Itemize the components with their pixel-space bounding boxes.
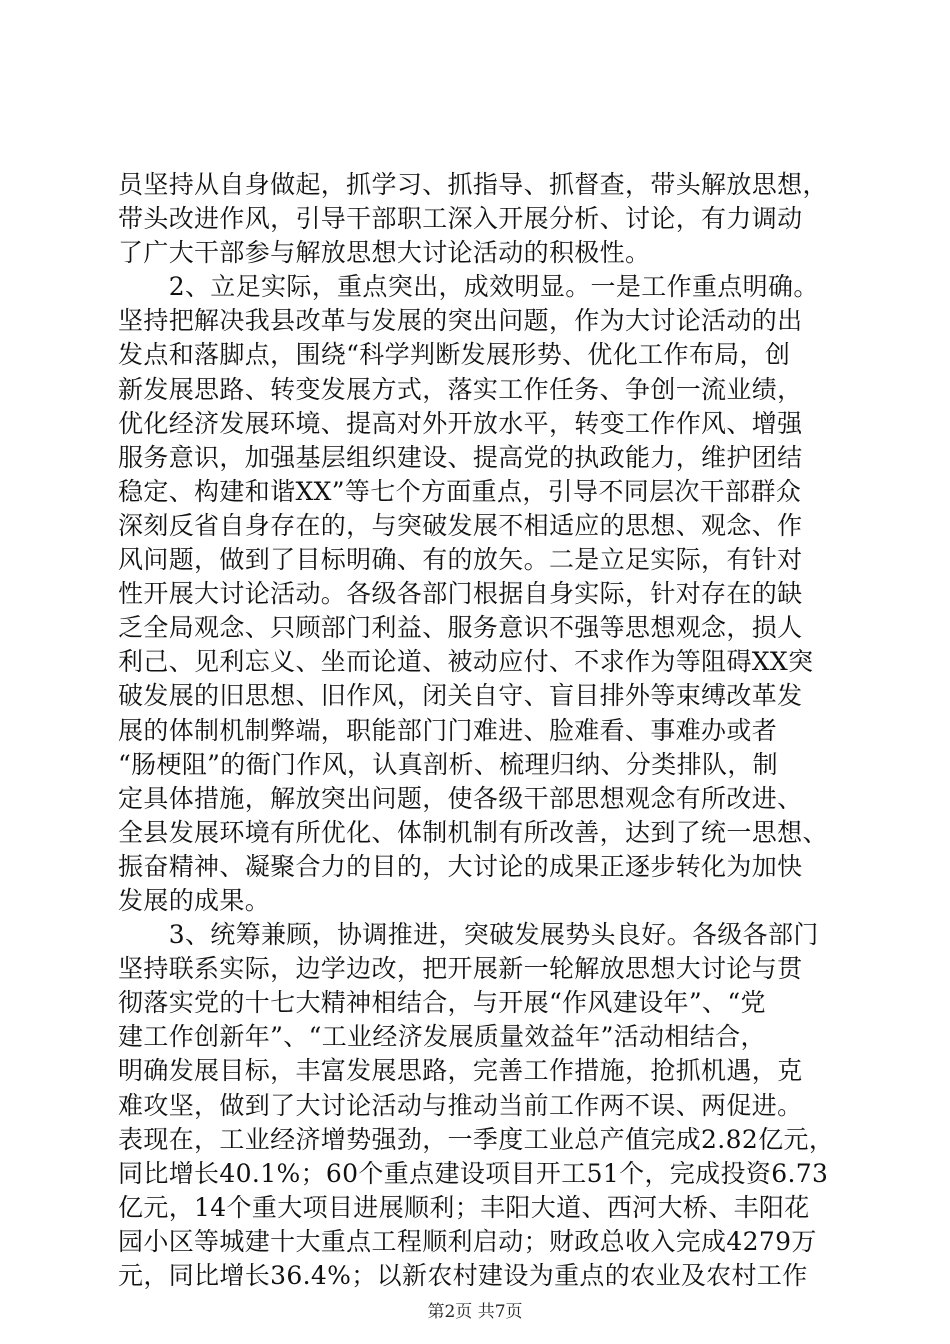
text-line: 深刻反省自身存在的，与突破发展不相适应的思想、观念、作 <box>118 510 803 540</box>
text-line: 建工作创新年”、“工业经济发展质量效益年”活动相结合， <box>118 1022 766 1052</box>
text-line: 坚持把解决我县改革与发展的突出问题，作为大讨论活动的出 <box>118 306 803 336</box>
text-line: “肠梗阻”的衙门作风，认真剖析、梳理归纳、分类排队，制 <box>118 749 779 779</box>
page-footer: 第2页 共7页 <box>427 1302 523 1322</box>
text-line: 发点和落脚点，围绕“科学判断发展形势、优化工作布局，创 <box>118 340 791 370</box>
text-line: 了广大干部参与解放思想大讨论活动的积极性。 <box>118 238 651 268</box>
text-line: 带头改进作风，引导干部职工深入开展分析、讨论，有力调动 <box>118 204 803 234</box>
text-line: 亿元，14个重大项目进展顺利；丰阳大道、西河大桥、丰阳花 <box>118 1192 810 1222</box>
body-text <box>118 168 838 1293</box>
text-line: 员坚持从自身做起，抓学习、抓指导、抓督查，带头解放思想， <box>118 170 828 199</box>
text-line: 振奋精神、凝聚合力的目的，大讨论的成果正逐步转化为加快 <box>118 851 803 881</box>
text-line: 乏全局观念、只顾部门利益、服务意识不强等思想观念，损人 <box>118 613 803 643</box>
text-line: 服务意识，加强基层组织建设、提高党的执政能力，维护团结 <box>118 442 803 472</box>
text-line: 优化经济发展环境、提高对外开放水平，转变工作作风、增强 <box>118 408 803 438</box>
text-line: 同比增长40.1%；60个重点建设项目开工51个，完成投资6.73 <box>118 1158 829 1188</box>
text-line: 2、立足实际，重点突出，成效明显。一是工作重点明确。 <box>118 272 819 302</box>
text-line: 园小区等城建十大重点工程顺利启动；财政总收入完成4279万 <box>118 1226 817 1256</box>
text-line: 坚持联系实际，边学边改，把开展新一轮解放思想大讨论与贯 <box>118 954 803 984</box>
text-line: 展的体制机制弊端，职能部门门难进、脸难看、事难办或者 <box>118 715 778 745</box>
text-line: 性开展大讨论活动。各级各部门根据自身实际，针对存在的缺 <box>118 579 803 609</box>
text-line: 风问题，做到了目标明确、有的放矢。二是立足实际，有针对 <box>118 545 803 575</box>
text-line: 发展的成果。 <box>118 885 271 915</box>
text-line: 全县发展环境有所优化、体制机制有所改善，达到了统一思想、 <box>118 817 828 847</box>
text-line: 彻落实党的十七大精神相结合，与开展“作风建设年”、“党 <box>118 988 766 1018</box>
text-line: 明确发展目标，丰富发展思路，完善工作措施，抢抓机遇，克 <box>118 1056 803 1086</box>
text-line: 难攻坚，做到了大讨论活动与推动当前工作两不误、两促进。 <box>118 1090 803 1120</box>
text-line: 表现在，工业经济增势强劲，一季度工业总产值完成2.82亿元， <box>118 1124 835 1154</box>
text-line: 稳定、构建和谐XX”等七个方面重点，引导不同层次干部群众 <box>118 476 802 506</box>
text-line: 定具体措施，解放突出问题，使各级干部思想观念有所改进、 <box>118 783 803 813</box>
text-line: 利己、见利忘义、坐而论道、被动应付、不求作为等阻碍XX突 <box>118 647 814 677</box>
text-line: 元，同比增长36.4%；以新农村建设为重点的农业及农村工作 <box>118 1261 808 1290</box>
text-line: 破发展的旧思想、旧作风，闭关自守、盲目排外等束缚改革发 <box>118 681 803 711</box>
text-line: 新发展思路、转变发展方式，落实工作任务、争创一流业绩， <box>118 374 803 404</box>
text-line: 3、统筹兼顾，协调推进，突破发展势头良好。各级各部门 <box>118 920 819 950</box>
